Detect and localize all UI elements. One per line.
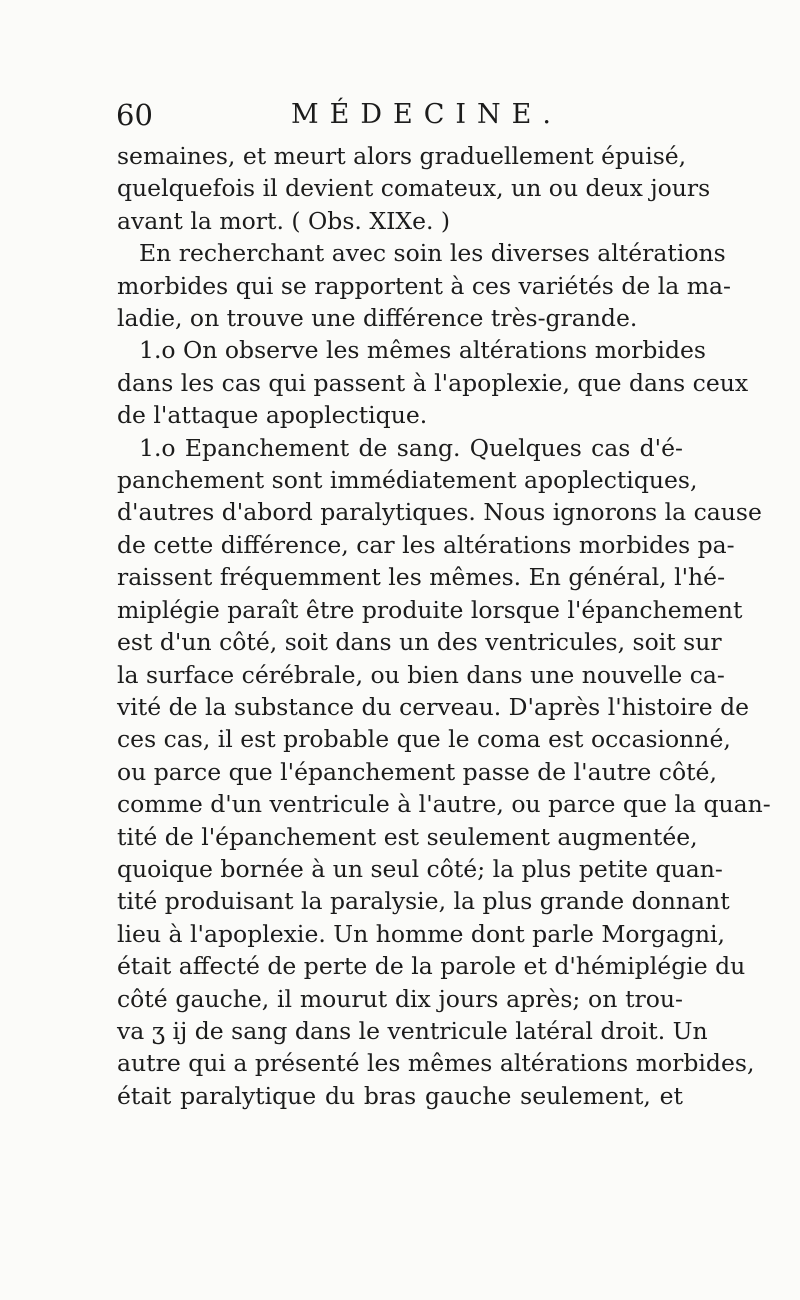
text-line: avant la mort. ( Obs. XIXe. ) xyxy=(117,206,451,235)
text-line: côté gauche, il mourut dix jours après; on trou- xyxy=(117,984,683,1013)
text-line: 1.o Epanchement de sang. Quelques cas d'é- xyxy=(139,433,683,462)
text-line: va ʒ ij de sang dans le ventricule latéral droit. Un xyxy=(117,1016,708,1045)
text-line: quelquefois il devient comateux, un ou deux jours xyxy=(117,174,711,203)
text-line: tité de l'épanchement est seulement augmentée, xyxy=(117,822,698,851)
text-line: semaines, et meurt alors graduellement épuisé, xyxy=(117,142,687,170)
text-line: de l'attaque apoplectique. xyxy=(117,401,428,430)
text-line: la surface cérébrale, ou bien dans une nouvelle ca- xyxy=(117,660,725,689)
text-line: lieu à l'apoplexie. Un homme dont parle Morgagni, xyxy=(117,919,726,948)
running-title: MÉDECINE. xyxy=(291,99,562,130)
text-line: vité de la substance du cerveau. D'après l'histoire de xyxy=(117,692,750,721)
page-header xyxy=(116,93,686,137)
text-line: ces cas, il est probable que le coma est occasionné, xyxy=(117,725,731,754)
page-number: 60 xyxy=(116,98,153,132)
text-line: 1.o On observe les mêmes altérations morbides xyxy=(139,336,706,365)
text-line: était affecté de perte de la parole et d'hémiplégie du xyxy=(117,952,746,981)
text-line: d'autres d'abord paralytiques. Nous ignorons la cause xyxy=(117,498,762,527)
text-line: morbides qui se rapportent à ces variétés de la ma- xyxy=(117,271,731,300)
text-line: tité produisant la paralysie, la plus grande donnant xyxy=(117,887,730,916)
text-line: était paralytique du bras gauche seulement, et xyxy=(117,1081,683,1110)
text-line: dans les cas qui passent à l'apoplexie, que dans ceux xyxy=(117,368,749,397)
text-line: comme d'un ventricule à l'autre, ou parce que la quan- xyxy=(117,790,771,819)
text-line: autre qui a présenté les mêmes altérations morbides, xyxy=(117,1049,755,1078)
text-line: est d'un côté, soit dans un des ventricules, soit sur xyxy=(117,628,722,657)
text-line: ladie, on trouve une différence très-grande. xyxy=(117,304,638,333)
text-line: quoique bornée à un seul côté; la plus petite quan- xyxy=(117,854,723,883)
text-line: ou parce que l'épanchement passe de l'autre côté, xyxy=(117,757,717,786)
text-line: En recherchant avec soin les diverses altérations xyxy=(139,239,726,268)
text-line: miplégie paraît être produite lorsque l'épanchement xyxy=(117,595,743,624)
body-text xyxy=(117,140,771,1112)
text-line: de cette différence, car les altérations morbides pa- xyxy=(117,530,735,559)
text-line: panchement sont immédiatement apoplectiques, xyxy=(117,466,698,495)
text-line: raissent fréquemment les mêmes. En général, l'hé- xyxy=(117,563,726,592)
